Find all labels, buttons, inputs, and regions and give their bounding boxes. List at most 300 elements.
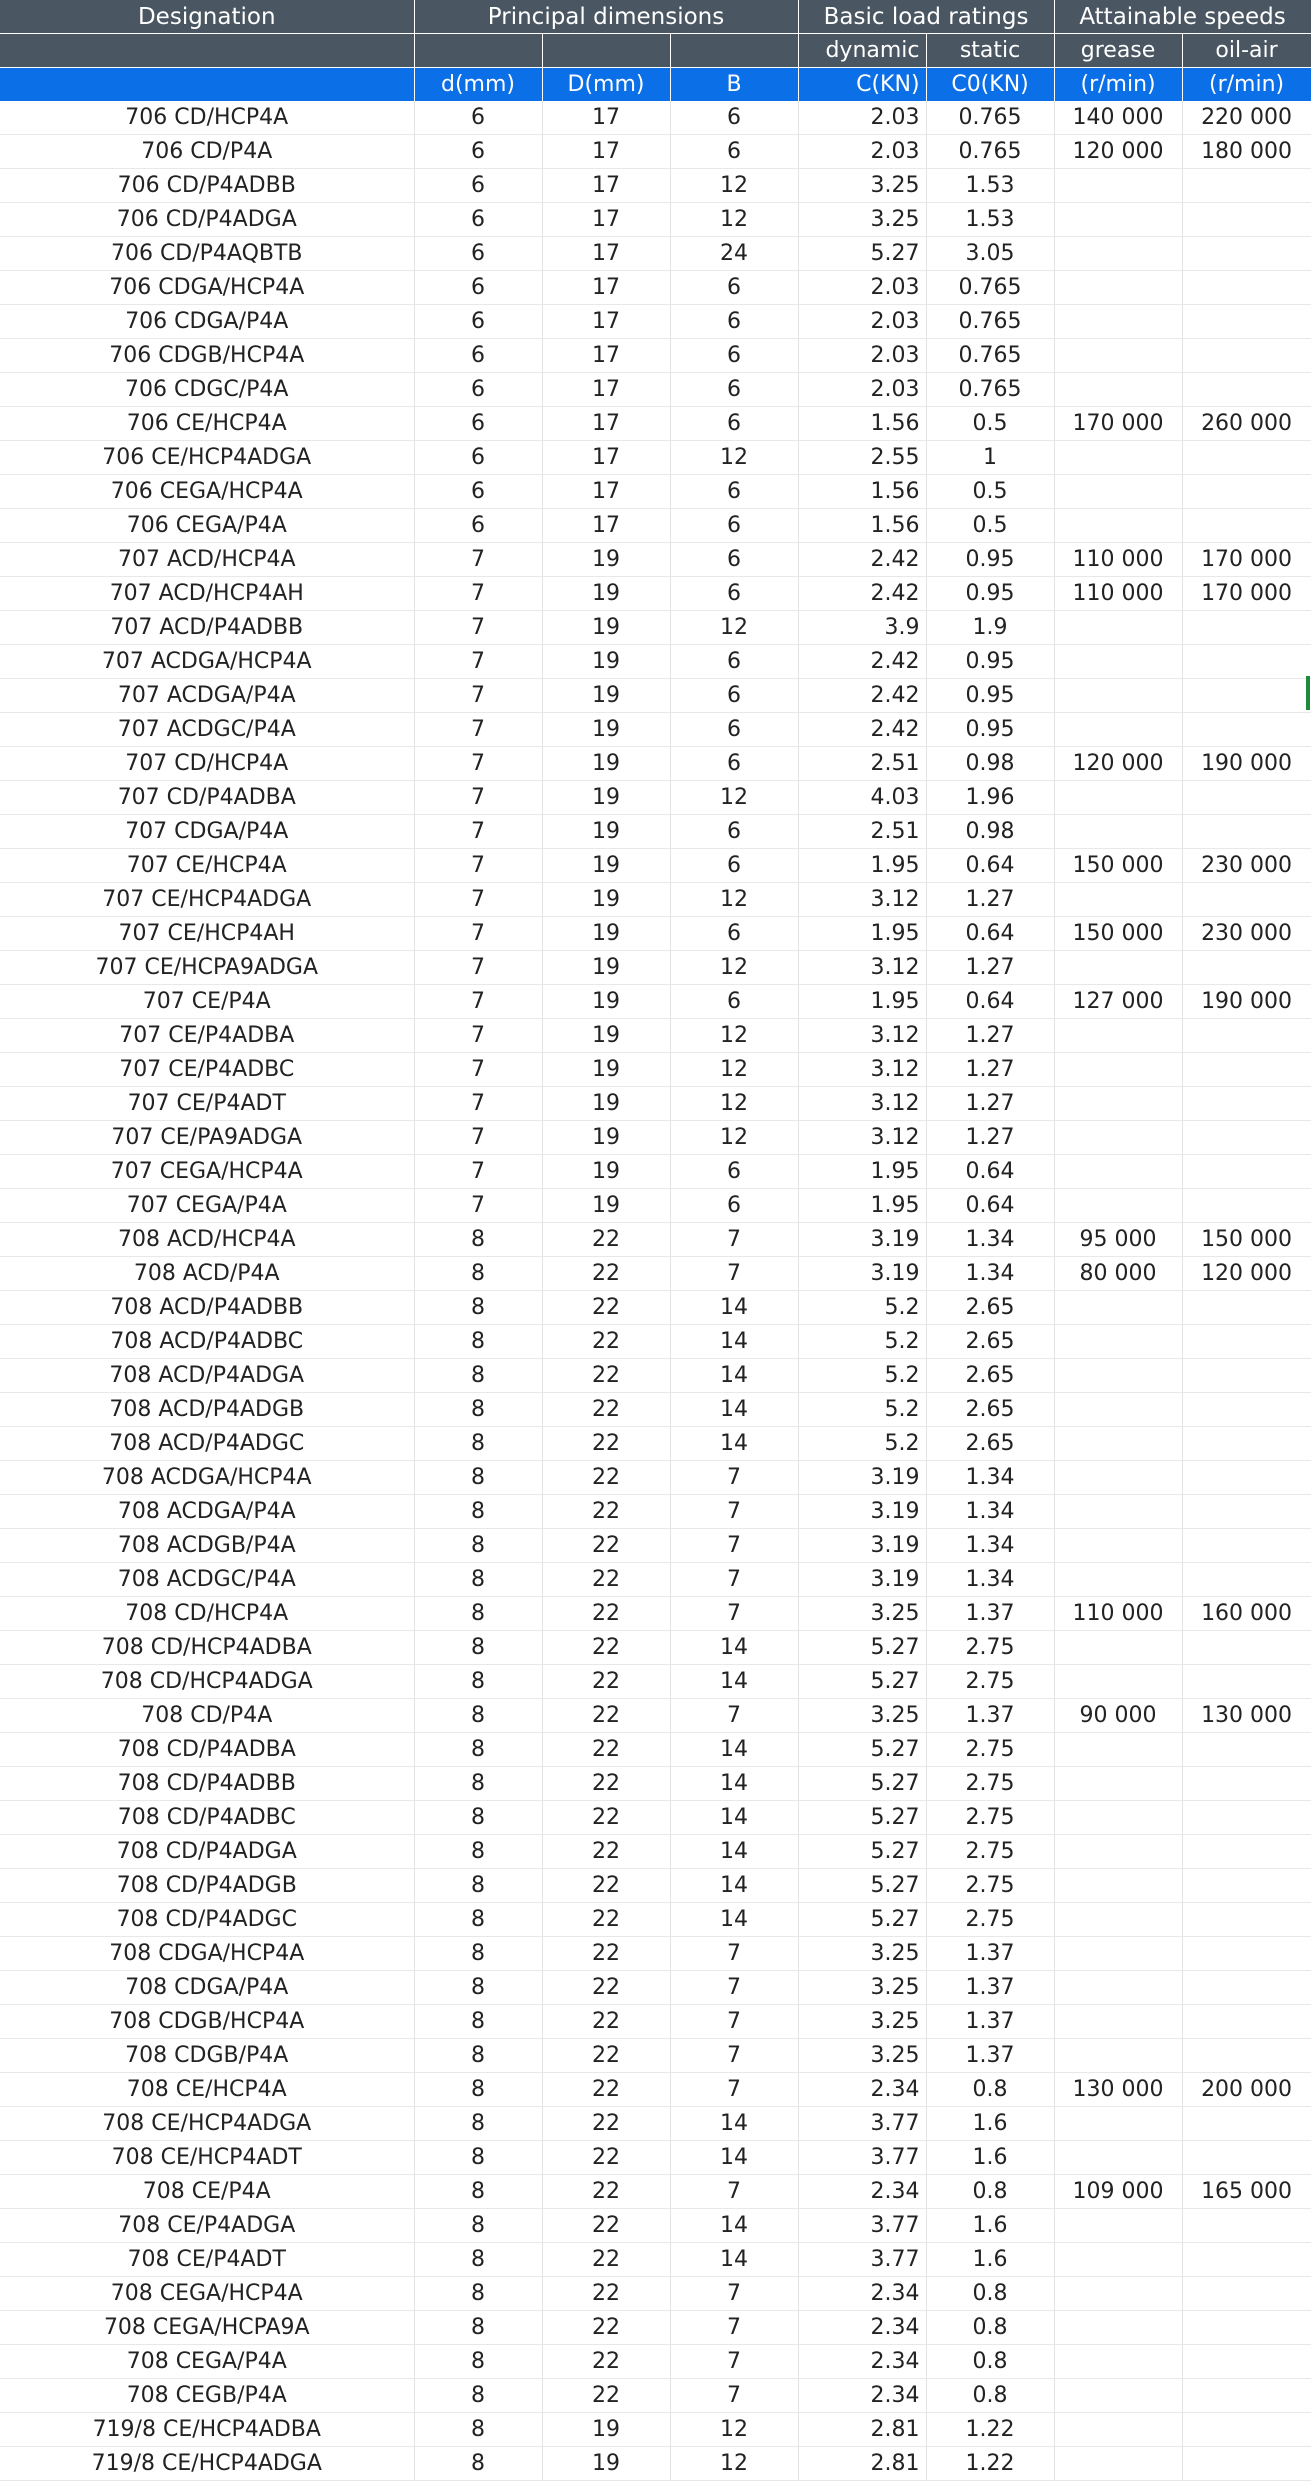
unit-C0[interactable]: C0(KN): [926, 68, 1054, 102]
static-cell[interactable]: 1.34: [926, 1563, 1054, 1597]
grease-cell[interactable]: [1054, 2141, 1182, 2175]
designation-cell[interactable]: 708 CD/P4A: [0, 1699, 414, 1733]
designation-cell[interactable]: 708 ACD/P4ADGC: [0, 1427, 414, 1461]
D-cell[interactable]: 22: [542, 2141, 670, 2175]
static-cell[interactable]: 1.27: [926, 1087, 1054, 1121]
grease-cell[interactable]: [1054, 1937, 1182, 1971]
dynamic-cell[interactable]: 5.27: [798, 1835, 926, 1869]
D-cell[interactable]: 19: [542, 1053, 670, 1087]
designation-cell[interactable]: 706 CE/HCP4A: [0, 407, 414, 441]
blank-header-cell[interactable]: [0, 34, 414, 68]
dynamic-cell[interactable]: 1.95: [798, 1189, 926, 1223]
B-cell[interactable]: 12: [670, 2413, 798, 2447]
designation-cell[interactable]: 708 CE/P4ADT: [0, 2243, 414, 2277]
oil-air-cell[interactable]: [1182, 611, 1311, 645]
grease-cell[interactable]: [1054, 1835, 1182, 1869]
dynamic-cell[interactable]: 1.95: [798, 985, 926, 1019]
d-cell[interactable]: 8: [414, 2039, 542, 2073]
designation-cell[interactable]: 708 ACD/P4ADGA: [0, 1359, 414, 1393]
grease-cell[interactable]: [1054, 1087, 1182, 1121]
static-cell[interactable]: 0.8: [926, 2277, 1054, 2311]
D-cell[interactable]: 17: [542, 271, 670, 305]
static-cell[interactable]: 1.34: [926, 1529, 1054, 1563]
grease-cell[interactable]: 120 000: [1054, 747, 1182, 781]
D-cell[interactable]: 19: [542, 951, 670, 985]
dynamic-cell[interactable]: 2.34: [798, 2175, 926, 2209]
basic-load-ratings-header[interactable]: Basic load ratings: [798, 0, 1054, 34]
grease-cell[interactable]: [1054, 1359, 1182, 1393]
dynamic-cell[interactable]: 5.27: [798, 1903, 926, 1937]
B-cell[interactable]: 12: [670, 611, 798, 645]
d-cell[interactable]: 6: [414, 475, 542, 509]
static-cell[interactable]: 2.65: [926, 1427, 1054, 1461]
d-cell[interactable]: 8: [414, 1495, 542, 1529]
d-cell[interactable]: 8: [414, 1325, 542, 1359]
grease-cell[interactable]: [1054, 815, 1182, 849]
designation-cell[interactable]: 708 ACDGA/HCP4A: [0, 1461, 414, 1495]
dynamic-cell[interactable]: 2.34: [798, 2345, 926, 2379]
D-cell[interactable]: 17: [542, 203, 670, 237]
oil-air-cell[interactable]: [1182, 781, 1311, 815]
B-cell[interactable]: 6: [670, 713, 798, 747]
oil-air-cell[interactable]: [1182, 1053, 1311, 1087]
D-cell[interactable]: 22: [542, 2277, 670, 2311]
dynamic-cell[interactable]: 2.81: [798, 2413, 926, 2447]
static-cell[interactable]: 0.8: [926, 2175, 1054, 2209]
designation-cell[interactable]: 708 ACD/P4ADBB: [0, 1291, 414, 1325]
B-cell[interactable]: 6: [670, 985, 798, 1019]
dynamic-cell[interactable]: 2.42: [798, 645, 926, 679]
D-cell[interactable]: 22: [542, 2175, 670, 2209]
d-cell[interactable]: 8: [414, 1869, 542, 1903]
oil-air-cell[interactable]: [1182, 2243, 1311, 2277]
static-cell[interactable]: 0.8: [926, 2073, 1054, 2107]
d-cell[interactable]: 8: [414, 1563, 542, 1597]
d-cell[interactable]: 7: [414, 815, 542, 849]
grease-header[interactable]: grease: [1054, 34, 1182, 68]
dynamic-cell[interactable]: 3.19: [798, 1223, 926, 1257]
D-cell[interactable]: 22: [542, 2073, 670, 2107]
oil-air-cell[interactable]: 165 000: [1182, 2175, 1311, 2209]
oil-air-cell[interactable]: [1182, 815, 1311, 849]
B-cell[interactable]: 12: [670, 203, 798, 237]
designation-cell[interactable]: 708 ACD/P4A: [0, 1257, 414, 1291]
designation-cell[interactable]: 708 CDGA/HCP4A: [0, 1937, 414, 1971]
d-cell[interactable]: 6: [414, 135, 542, 169]
oil-air-cell[interactable]: [1182, 1087, 1311, 1121]
oil-air-cell[interactable]: [1182, 1801, 1311, 1835]
grease-cell[interactable]: [1054, 781, 1182, 815]
designation-cell[interactable]: 706 CDGA/HCP4A: [0, 271, 414, 305]
d-cell[interactable]: 8: [414, 2005, 542, 2039]
grease-cell[interactable]: [1054, 1291, 1182, 1325]
dynamic-cell[interactable]: 3.25: [798, 203, 926, 237]
oil-air-cell[interactable]: [1182, 1937, 1311, 1971]
dynamic-cell[interactable]: 3.77: [798, 2141, 926, 2175]
designation-cell[interactable]: 708 ACD/P4ADGB: [0, 1393, 414, 1427]
static-cell[interactable]: 1.37: [926, 2005, 1054, 2039]
B-cell[interactable]: 24: [670, 237, 798, 271]
D-cell[interactable]: 22: [542, 2311, 670, 2345]
d-cell[interactable]: 7: [414, 1155, 542, 1189]
oil-air-cell[interactable]: [1182, 2277, 1311, 2311]
static-cell[interactable]: 0.8: [926, 2311, 1054, 2345]
oil-air-cell[interactable]: [1182, 2141, 1311, 2175]
d-cell[interactable]: 8: [414, 1733, 542, 1767]
dynamic-cell[interactable]: 1.95: [798, 1155, 926, 1189]
B-cell[interactable]: 6: [670, 271, 798, 305]
B-cell[interactable]: 6: [670, 135, 798, 169]
designation-cell[interactable]: 707 CE/P4A: [0, 985, 414, 1019]
d-cell[interactable]: 6: [414, 509, 542, 543]
oil-air-cell[interactable]: [1182, 1359, 1311, 1393]
D-cell[interactable]: 19: [542, 1087, 670, 1121]
oil-air-cell[interactable]: [1182, 1767, 1311, 1801]
grease-cell[interactable]: [1054, 475, 1182, 509]
oil-air-cell[interactable]: [1182, 305, 1311, 339]
D-cell[interactable]: 19: [542, 849, 670, 883]
static-cell[interactable]: 1.53: [926, 169, 1054, 203]
grease-cell[interactable]: [1054, 1495, 1182, 1529]
grease-cell[interactable]: [1054, 2107, 1182, 2141]
D-cell[interactable]: 22: [542, 1563, 670, 1597]
dynamic-cell[interactable]: 2.03: [798, 373, 926, 407]
d-cell[interactable]: 6: [414, 271, 542, 305]
unit-B[interactable]: B: [670, 68, 798, 102]
designation-cell[interactable]: 707 CE/HCPA9ADGA: [0, 951, 414, 985]
dynamic-cell[interactable]: 3.77: [798, 2209, 926, 2243]
oil-air-cell[interactable]: [1182, 1291, 1311, 1325]
designation-cell[interactable]: 707 CEGA/HCP4A: [0, 1155, 414, 1189]
dynamic-cell[interactable]: 3.25: [798, 1597, 926, 1631]
D-cell[interactable]: 19: [542, 781, 670, 815]
grease-cell[interactable]: [1054, 1903, 1182, 1937]
B-cell[interactable]: 6: [670, 645, 798, 679]
grease-cell[interactable]: [1054, 713, 1182, 747]
D-cell[interactable]: 17: [542, 373, 670, 407]
B-cell[interactable]: 6: [670, 305, 798, 339]
static-cell[interactable]: 0.95: [926, 543, 1054, 577]
d-cell[interactable]: 7: [414, 577, 542, 611]
D-cell[interactable]: 22: [542, 1461, 670, 1495]
dynamic-cell[interactable]: 5.27: [798, 1801, 926, 1835]
d-cell[interactable]: 8: [414, 2379, 542, 2413]
D-cell[interactable]: 19: [542, 1121, 670, 1155]
D-cell[interactable]: 22: [542, 1495, 670, 1529]
d-cell[interactable]: 7: [414, 985, 542, 1019]
oil-air-cell[interactable]: [1182, 1733, 1311, 1767]
dynamic-cell[interactable]: 1.95: [798, 917, 926, 951]
designation-cell[interactable]: 706 CD/P4A: [0, 135, 414, 169]
d-cell[interactable]: 7: [414, 645, 542, 679]
D-cell[interactable]: 22: [542, 2107, 670, 2141]
designation-cell[interactable]: 707 ACD/HCP4AH: [0, 577, 414, 611]
oil-air-cell[interactable]: [1182, 339, 1311, 373]
B-cell[interactable]: 14: [670, 1393, 798, 1427]
grease-cell[interactable]: 110 000: [1054, 577, 1182, 611]
grease-cell[interactable]: [1054, 339, 1182, 373]
oil-air-cell[interactable]: [1182, 1019, 1311, 1053]
grease-cell[interactable]: [1054, 883, 1182, 917]
grease-cell[interactable]: [1054, 271, 1182, 305]
d-cell[interactable]: 7: [414, 781, 542, 815]
B-cell[interactable]: 6: [670, 543, 798, 577]
B-cell[interactable]: 14: [670, 1665, 798, 1699]
oil-air-cell[interactable]: [1182, 1393, 1311, 1427]
unit-D[interactable]: D(mm): [542, 68, 670, 102]
d-cell[interactable]: 8: [414, 1291, 542, 1325]
D-cell[interactable]: 22: [542, 1903, 670, 1937]
static-cell[interactable]: 0.765: [926, 373, 1054, 407]
static-cell[interactable]: 2.65: [926, 1325, 1054, 1359]
static-cell[interactable]: 2.65: [926, 1359, 1054, 1393]
designation-cell[interactable]: 708 CE/HCP4A: [0, 2073, 414, 2107]
static-cell[interactable]: 0.98: [926, 747, 1054, 781]
B-cell[interactable]: 6: [670, 339, 798, 373]
B-cell[interactable]: 6: [670, 747, 798, 781]
D-cell[interactable]: 22: [542, 1767, 670, 1801]
unit-C[interactable]: C(KN): [798, 68, 926, 102]
static-cell[interactable]: 1.27: [926, 883, 1054, 917]
D-cell[interactable]: 22: [542, 1427, 670, 1461]
D-cell[interactable]: 19: [542, 611, 670, 645]
dynamic-cell[interactable]: 3.12: [798, 1121, 926, 1155]
B-cell[interactable]: 14: [670, 2243, 798, 2277]
designation-header[interactable]: Designation: [0, 0, 414, 34]
static-cell[interactable]: 0.765: [926, 135, 1054, 169]
dynamic-cell[interactable]: 2.03: [798, 135, 926, 169]
static-cell[interactable]: 1.6: [926, 2107, 1054, 2141]
B-cell[interactable]: 12: [670, 1087, 798, 1121]
oil-air-cell[interactable]: [1182, 2209, 1311, 2243]
d-cell[interactable]: 8: [414, 1359, 542, 1393]
grease-cell[interactable]: [1054, 1733, 1182, 1767]
dynamic-cell[interactable]: 3.12: [798, 883, 926, 917]
static-cell[interactable]: 1.34: [926, 1495, 1054, 1529]
dynamic-cell[interactable]: 5.27: [798, 1869, 926, 1903]
oil-air-cell[interactable]: [1182, 679, 1311, 713]
D-cell[interactable]: 17: [542, 101, 670, 135]
grease-cell[interactable]: [1054, 679, 1182, 713]
d-cell[interactable]: 8: [414, 1971, 542, 2005]
d-cell[interactable]: 7: [414, 611, 542, 645]
d-cell[interactable]: 8: [414, 2345, 542, 2379]
designation-cell[interactable]: 708 CD/P4ADGA: [0, 1835, 414, 1869]
designation-cell[interactable]: 719/8 CE/HCP4ADBA: [0, 2413, 414, 2447]
dynamic-cell[interactable]: 4.03: [798, 781, 926, 815]
designation-cell[interactable]: 707 CE/HCP4A: [0, 849, 414, 883]
static-cell[interactable]: 0.64: [926, 1155, 1054, 1189]
D-cell[interactable]: 19: [542, 713, 670, 747]
static-header[interactable]: static: [926, 34, 1054, 68]
d-cell[interactable]: 8: [414, 2107, 542, 2141]
designation-cell[interactable]: 708 ACDGC/P4A: [0, 1563, 414, 1597]
dynamic-cell[interactable]: 2.34: [798, 2277, 926, 2311]
grease-cell[interactable]: 95 000: [1054, 1223, 1182, 1257]
D-cell[interactable]: 19: [542, 679, 670, 713]
grease-cell[interactable]: 170 000: [1054, 407, 1182, 441]
static-cell[interactable]: 2.65: [926, 1393, 1054, 1427]
B-cell[interactable]: 6: [670, 679, 798, 713]
grease-cell[interactable]: [1054, 1529, 1182, 1563]
d-cell[interactable]: 7: [414, 883, 542, 917]
static-cell[interactable]: 1.27: [926, 1121, 1054, 1155]
D-cell[interactable]: 22: [542, 1359, 670, 1393]
dynamic-cell[interactable]: 2.42: [798, 713, 926, 747]
static-cell[interactable]: 2.75: [926, 1665, 1054, 1699]
designation-cell[interactable]: 708 CEGA/HCPA9A: [0, 2311, 414, 2345]
static-cell[interactable]: 0.8: [926, 2345, 1054, 2379]
d-cell[interactable]: 6: [414, 169, 542, 203]
designation-cell[interactable]: 707 CD/P4ADBA: [0, 781, 414, 815]
grease-cell[interactable]: [1054, 169, 1182, 203]
grease-cell[interactable]: [1054, 1189, 1182, 1223]
oil-air-cell[interactable]: 200 000: [1182, 2073, 1311, 2107]
designation-cell[interactable]: 708 CD/P4ADBB: [0, 1767, 414, 1801]
oil-air-cell[interactable]: [1182, 883, 1311, 917]
B-cell[interactable]: 14: [670, 1631, 798, 1665]
D-cell[interactable]: 22: [542, 1937, 670, 1971]
oil-air-cell[interactable]: [1182, 1835, 1311, 1869]
dynamic-cell[interactable]: 2.03: [798, 305, 926, 339]
oil-air-cell[interactable]: [1182, 509, 1311, 543]
B-cell[interactable]: 6: [670, 815, 798, 849]
grease-cell[interactable]: [1054, 509, 1182, 543]
d-cell[interactable]: 7: [414, 679, 542, 713]
grease-cell[interactable]: 127 000: [1054, 985, 1182, 1019]
dynamic-cell[interactable]: 2.34: [798, 2311, 926, 2345]
D-cell[interactable]: 22: [542, 1835, 670, 1869]
dynamic-cell[interactable]: 2.81: [798, 2447, 926, 2481]
designation-cell[interactable]: 706 CD/P4ADGA: [0, 203, 414, 237]
D-cell[interactable]: 17: [542, 169, 670, 203]
d-cell[interactable]: 6: [414, 407, 542, 441]
d-cell[interactable]: 8: [414, 1257, 542, 1291]
designation-cell[interactable]: 707 ACDGA/HCP4A: [0, 645, 414, 679]
d-cell[interactable]: 8: [414, 1801, 542, 1835]
D-cell[interactable]: 17: [542, 407, 670, 441]
d-cell[interactable]: 7: [414, 1053, 542, 1087]
grease-cell[interactable]: [1054, 2039, 1182, 2073]
blank-header-cell[interactable]: [414, 34, 542, 68]
grease-cell[interactable]: [1054, 611, 1182, 645]
designation-cell[interactable]: 707 CE/HCP4ADGA: [0, 883, 414, 917]
dynamic-cell[interactable]: 2.03: [798, 339, 926, 373]
static-cell[interactable]: 1.53: [926, 203, 1054, 237]
dynamic-cell[interactable]: 3.9: [798, 611, 926, 645]
designation-cell[interactable]: 708 ACDGB/P4A: [0, 1529, 414, 1563]
B-cell[interactable]: 7: [670, 2175, 798, 2209]
oil-air-cell[interactable]: 180 000: [1182, 135, 1311, 169]
oil-air-cell[interactable]: [1182, 1155, 1311, 1189]
dynamic-cell[interactable]: 3.19: [798, 1563, 926, 1597]
D-cell[interactable]: 22: [542, 2039, 670, 2073]
D-cell[interactable]: 19: [542, 1019, 670, 1053]
static-cell[interactable]: 1.27: [926, 1019, 1054, 1053]
D-cell[interactable]: 22: [542, 1665, 670, 1699]
static-cell[interactable]: 0.64: [926, 849, 1054, 883]
D-cell[interactable]: 22: [542, 1971, 670, 2005]
grease-cell[interactable]: [1054, 645, 1182, 679]
B-cell[interactable]: 7: [670, 1257, 798, 1291]
d-cell[interactable]: 6: [414, 441, 542, 475]
d-cell[interactable]: 8: [414, 1223, 542, 1257]
dynamic-cell[interactable]: 3.25: [798, 1699, 926, 1733]
B-cell[interactable]: 7: [670, 2345, 798, 2379]
B-cell[interactable]: 12: [670, 883, 798, 917]
oil-air-cell[interactable]: [1182, 1189, 1311, 1223]
grease-cell[interactable]: 140 000: [1054, 101, 1182, 135]
designation-cell[interactable]: 708 ACD/P4ADBC: [0, 1325, 414, 1359]
d-cell[interactable]: 7: [414, 713, 542, 747]
oil-air-cell[interactable]: 160 000: [1182, 1597, 1311, 1631]
oil-air-cell[interactable]: [1182, 1869, 1311, 1903]
oil-air-cell[interactable]: [1182, 1427, 1311, 1461]
dynamic-cell[interactable]: 3.25: [798, 2005, 926, 2039]
dynamic-cell[interactable]: 5.27: [798, 237, 926, 271]
principal-dimensions-header[interactable]: Principal dimensions: [414, 0, 798, 34]
grease-cell[interactable]: [1054, 1801, 1182, 1835]
designation-cell[interactable]: 708 CE/P4A: [0, 2175, 414, 2209]
designation-cell[interactable]: 708 CE/HCP4ADGA: [0, 2107, 414, 2141]
B-cell[interactable]: 7: [670, 1223, 798, 1257]
designation-cell[interactable]: 706 CDGA/P4A: [0, 305, 414, 339]
designation-cell[interactable]: 707 ACDGA/P4A: [0, 679, 414, 713]
grease-cell[interactable]: [1054, 1325, 1182, 1359]
B-cell[interactable]: 7: [670, 1529, 798, 1563]
grease-cell[interactable]: [1054, 1053, 1182, 1087]
dynamic-cell[interactable]: 2.03: [798, 271, 926, 305]
dynamic-cell[interactable]: 2.51: [798, 747, 926, 781]
d-cell[interactable]: 7: [414, 1087, 542, 1121]
static-cell[interactable]: 1.96: [926, 781, 1054, 815]
oil-air-cell[interactable]: 260 000: [1182, 407, 1311, 441]
unit-grease[interactable]: (r/min): [1054, 68, 1182, 102]
d-cell[interactable]: 8: [414, 1631, 542, 1665]
grease-cell[interactable]: [1054, 1393, 1182, 1427]
dynamic-cell[interactable]: 3.25: [798, 1937, 926, 1971]
grease-cell[interactable]: [1054, 305, 1182, 339]
B-cell[interactable]: 7: [670, 2039, 798, 2073]
designation-cell[interactable]: 708 CD/P4ADBA: [0, 1733, 414, 1767]
grease-cell[interactable]: [1054, 373, 1182, 407]
dynamic-cell[interactable]: 3.77: [798, 2107, 926, 2141]
B-cell[interactable]: 6: [670, 577, 798, 611]
static-cell[interactable]: 1.37: [926, 1597, 1054, 1631]
dynamic-cell[interactable]: 2.55: [798, 441, 926, 475]
grease-cell[interactable]: [1054, 237, 1182, 271]
designation-cell[interactable]: 708 CD/HCP4ADBA: [0, 1631, 414, 1665]
oil-air-cell[interactable]: [1182, 713, 1311, 747]
D-cell[interactable]: 22: [542, 1257, 670, 1291]
grease-cell[interactable]: 110 000: [1054, 543, 1182, 577]
D-cell[interactable]: 22: [542, 1325, 670, 1359]
D-cell[interactable]: 19: [542, 917, 670, 951]
d-cell[interactable]: 8: [414, 1427, 542, 1461]
d-cell[interactable]: 6: [414, 305, 542, 339]
B-cell[interactable]: 14: [670, 1903, 798, 1937]
designation-cell[interactable]: 707 CE/PA9ADGA: [0, 1121, 414, 1155]
B-cell[interactable]: 14: [670, 2107, 798, 2141]
attainable-speeds-header[interactable]: Attainable speeds: [1054, 0, 1311, 34]
d-cell[interactable]: 8: [414, 2277, 542, 2311]
oil-air-cell[interactable]: [1182, 2311, 1311, 2345]
dynamic-cell[interactable]: 2.34: [798, 2379, 926, 2413]
static-cell[interactable]: 1.37: [926, 1699, 1054, 1733]
oil-air-cell[interactable]: [1182, 2345, 1311, 2379]
grease-cell[interactable]: [1054, 441, 1182, 475]
grease-cell[interactable]: 80 000: [1054, 1257, 1182, 1291]
